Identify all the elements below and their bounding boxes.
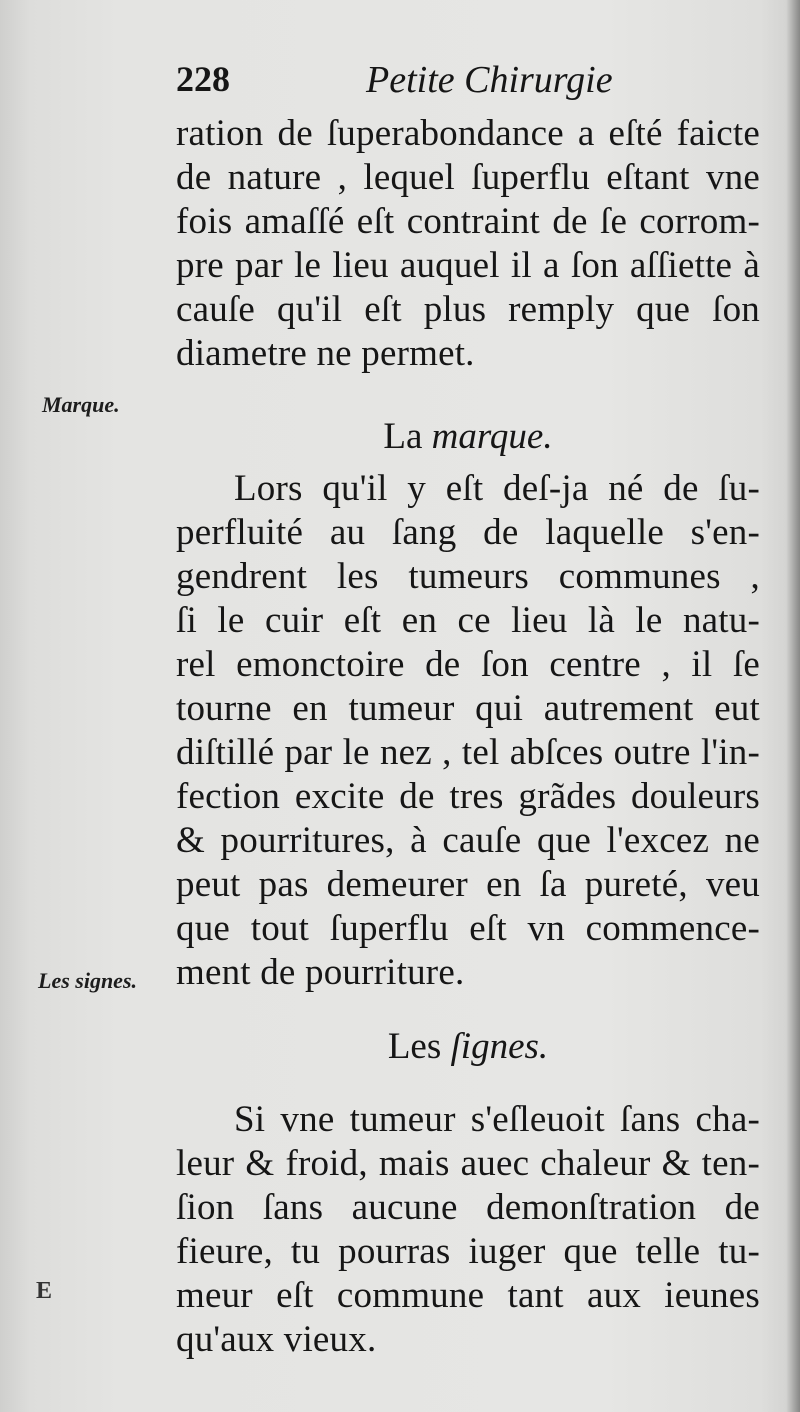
section-heading-signes (176, 1022, 760, 1072)
text-line: pre par le lieu auquel il a ſon aſſiette à (176, 245, 760, 286)
heading-article: La (383, 416, 423, 457)
running-head (176, 58, 756, 108)
heading-article: Les (387, 1026, 442, 1067)
text-line: de nature , lequel ſuperflu eſtant vne (176, 157, 760, 198)
page-number: 228 (176, 59, 230, 99)
text-line: Lors qu'il y eſt deſ-ja né de ſu- (234, 468, 760, 509)
text-line: meur eſt commune tant aux ieunes (176, 1275, 760, 1316)
text-line: leur & froid, mais auec chaleur & ten- (176, 1143, 760, 1184)
text-line: ſion ſans aucune demonſtration de (176, 1187, 760, 1228)
text-line: que tout ſuperflu eſt vn commence- (176, 908, 760, 949)
text-line: fection excite de tres grãdes douleurs (176, 776, 760, 817)
text-block-marque (176, 467, 760, 995)
section-heading-marque (176, 412, 760, 462)
signature-mark: E (36, 1278, 53, 1304)
text-line: ment de pourriture. (176, 952, 465, 993)
text-line: qu'aux vieux. (176, 1319, 377, 1360)
heading-word: marque. (431, 416, 553, 457)
text-line: diametre ne permet. (176, 333, 475, 374)
running-title: Petite Chirurgie (366, 59, 613, 101)
text-block-signes (176, 1098, 760, 1362)
text-line: Si vne tumeur s'eſleuoit ſans cha- (234, 1099, 760, 1140)
text-line: diſtillé par le nez , tel abſces outre l'in- (176, 732, 760, 773)
text-line: fieure, tu pourras iuger que telle tu- (176, 1231, 760, 1272)
text-line: tourne en tumeur qui autrement eut (176, 688, 760, 729)
marginal-note-signes: Les signes. (38, 968, 137, 993)
text-line: cauſe qu'il eſt plus remply que ſon (176, 289, 760, 330)
text-line: gendrent les tumeurs communes , (176, 556, 760, 597)
marginal-note-marque: Marque. (42, 392, 120, 417)
text-line: ſi le cuir eſt en ce lieu là le natu- (176, 600, 760, 641)
text-line: ration de ſuperabondance a eſté faicte (176, 113, 760, 154)
text-line: perfluité au ſang de laquelle s'en- (176, 512, 760, 553)
text-line: peut pas demeurer en ſa pureté, veu (176, 864, 760, 905)
heading-word: ſignes. (450, 1026, 549, 1067)
text-block-continuation (176, 112, 760, 376)
text-line: fois amaſſé eſt contraint de ſe corrom- (176, 201, 760, 242)
text-line: rel emonctoire de ſon centre , il ſe (176, 644, 760, 685)
text-line: & pourritures, à cauſe que l'excez ne (176, 820, 760, 861)
